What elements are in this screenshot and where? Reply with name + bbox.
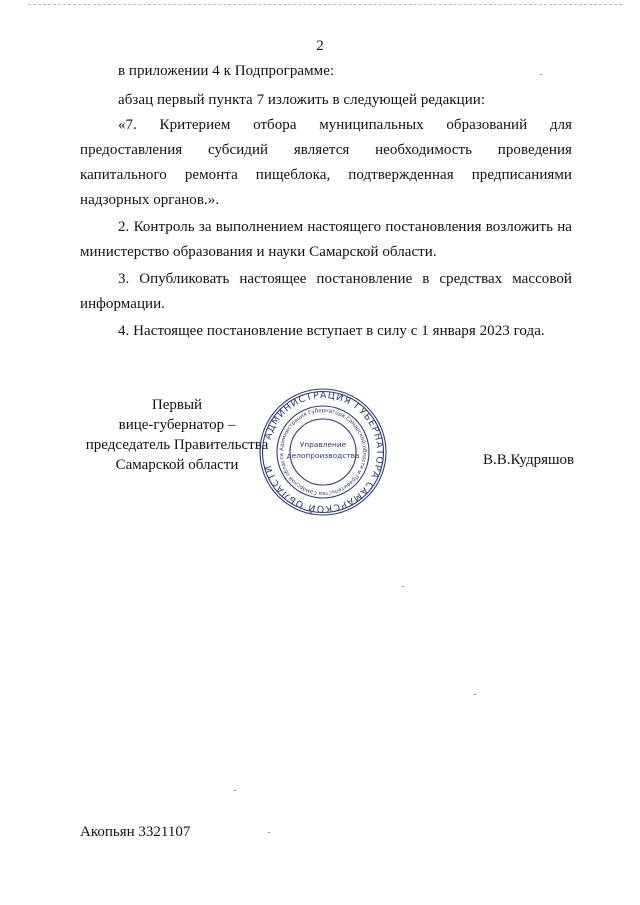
paragraph-instruction: абзац первый пункта 7 изложить в следующей редакции: xyxy=(118,92,486,108)
seal-center-line-2: делопроизводства xyxy=(286,451,360,460)
scan-edge-line xyxy=(0,0,640,10)
seal-center-line-1: Управление xyxy=(299,440,347,449)
page-number: 2 xyxy=(316,38,324,54)
scan-speck xyxy=(234,790,236,791)
signatory-line-1: Первый xyxy=(151,397,203,413)
paragraph-publish: 3. Опубликовать настоящее постановление в средствах массовой информации. xyxy=(80,271,572,312)
paragraph-effective-date: 4. Настоящее постановление вступает в силу с 1 января 2023 года. xyxy=(118,323,545,339)
executor-footer: Акопьян 3321107 xyxy=(80,824,191,840)
seal-outer-text: АДМИНИСТРАЦИЯ ГУБЕРНАТОРА САМАРСКОЙ ОБЛАСТИ xyxy=(262,389,386,515)
signatory-title xyxy=(82,395,272,475)
seal-inner-text: Администрация Губернатора Самарской области и Правительства Самарской области xyxy=(278,407,368,497)
scan-speck xyxy=(402,586,404,587)
signatory-name: В.В.Кудряшов xyxy=(483,452,575,468)
paragraph-criterion: «7. Критерием отбора муниципальных образований для предоставления субсидий является необходимость проведения капитального ремонта пищеблока, подтвержденная предписаниями надзорных органов.». xyxy=(80,117,572,208)
scan-speck xyxy=(268,832,270,833)
scan-speck xyxy=(540,74,542,75)
scan-speck xyxy=(474,694,476,695)
paragraph-control: 2. Контроль за выполнением настоящего постановления возложить на министерство образования и науки Самарской области. xyxy=(80,219,572,260)
signatory-line-3: председатель Правительства xyxy=(85,437,269,453)
official-seal xyxy=(258,387,388,517)
paragraph-intro: в приложении 4 к Подпрограмме: xyxy=(118,63,335,79)
signatory-line-2: вице-губернатор – xyxy=(118,417,236,433)
signatory-line-4: Самарской области xyxy=(115,457,239,473)
